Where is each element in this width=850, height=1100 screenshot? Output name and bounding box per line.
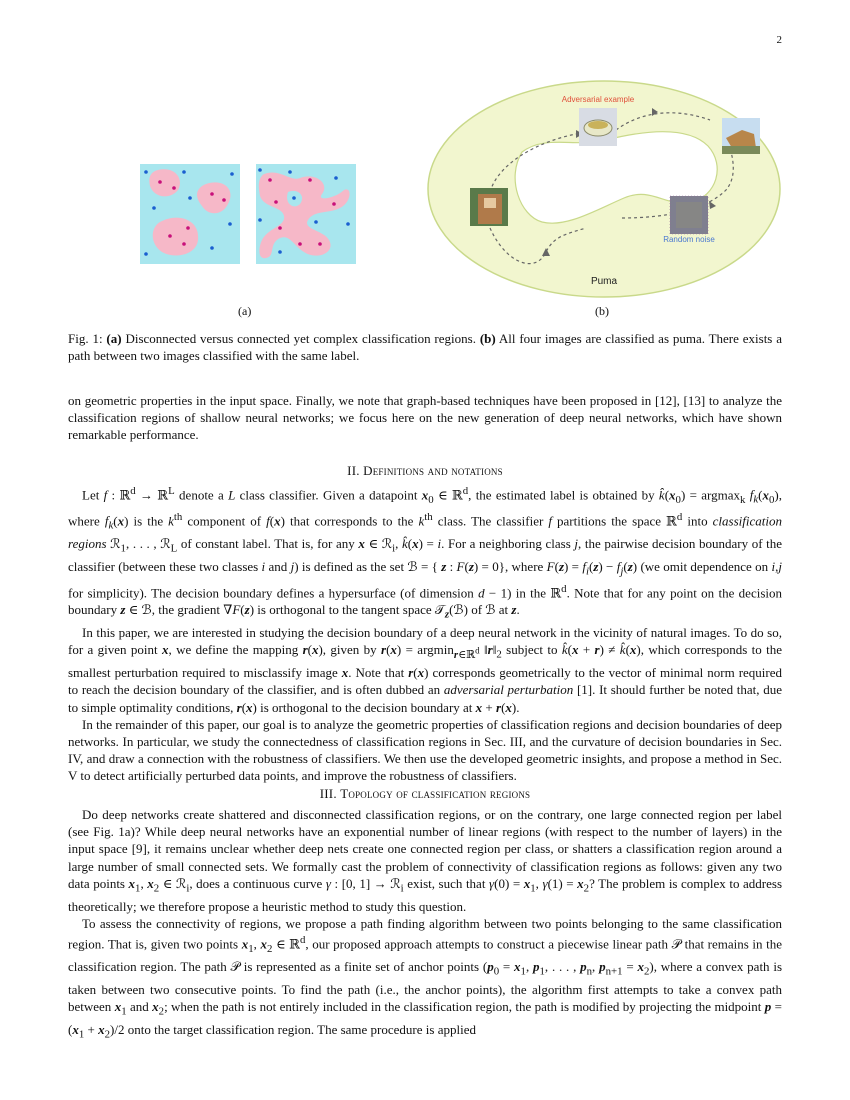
section-2-body bbox=[68, 483, 782, 785]
caption-b-tag: (b) bbox=[479, 331, 496, 346]
figure-1a-diagram bbox=[140, 164, 356, 264]
subfigure-a-label: (a) bbox=[238, 304, 252, 318]
paragraph: To assess the connectivity of regions, we propose a path finding algorithm between two points belonging to the same classification region. That is, given two points $x_1$, $x_2$ ∈ ℝ$^d$, our proposed approach attempts to construct a piecewise linear path 𝒫 that remains in the classification region. The path 𝒫 is represented as a finite set of anchor points ($p_0 = x_1$, $p_1$, . . . , $p_n$, $p_{n+1} = x_2$), where a convex path is taken between two consecutive points. To find the path (i.e., the anchor points), the algorithm first attempts to take a convex path between $x_1$ and $x_2$; when the path is not entirely included in the classification region, the path is modified by projecting the midpoint $p = (x_1 + x_2)/2$ onto the target classification region. The same procedure is applied bbox=[68, 915, 783, 1041]
figure-1b-diagram bbox=[426, 78, 782, 300]
figure-1 bbox=[68, 78, 782, 323]
paragraph: Do deep networks create shattered and disconnected classification regions, or on the contrary, one large connected region per label (see Fig. 1a)? While deep neural networks have an exponential number of linear regions (with respect to the number of layers) in the input space [9], it remains unclear whether deep nets create one connected region per class, or shatters a classification region around a large number of small connected sets. We formally cast the problem of connectivity of classification regions as follows: given any two data points $x_1$, $x_2$ ∈ ℛ$_i$, does a continuous curve γ : [0, 1] → ℛ$_i$ exist, such that $\gamma(0) = x_1$, $\gamma(1) = x_2$? The problem is complex to address theoretically; we therefore propose a heuristic method to study this question. bbox=[68, 807, 783, 914]
region-blob bbox=[153, 218, 198, 256]
puma-image-left bbox=[470, 188, 508, 226]
section-3-heading: III. Topology of classification regions bbox=[319, 786, 531, 801]
figure-caption: Fig. 1: (a) Disconnected versus connected yet complex classification regions. (b) All four images are classified as puma. There exists a path between two images classified with the same label. bbox=[68, 331, 782, 363]
page-number: 2 bbox=[776, 34, 782, 46]
section-2-heading: II. Definitions and notations bbox=[347, 463, 503, 478]
caption-b-text: All four images are classified as puma. There exists a path between two images classified with the same label. bbox=[68, 331, 782, 363]
paragraph: In the remainder of this paper, our goal is to analyze the geometric properties of classification regions and decision boundaries of deep networks. In particular, we study the connectedness of classification regions in Sec. III, and the curvature of decision boundaries in Sec. IV, and draw a connection with the robustness of classifiers. We then use the developed geometric insights, and propose a method in Sec. V to detect artificially perturbed data points, and improve the robustness of classifiers. bbox=[68, 716, 782, 784]
paragraph: Let f : ℝ$^d$ → ℝ$^L$ denote a L class classifier. Given a datapoint $x_0$ ∈ ℝ$^d$, the estimated label is obtained by $k̂(x_0) = argmax_k$ $f_k(x_0)$, where $f_k(x)$ is the $k^{th}$ component of f(x) that corresponds to the $k^{th}$ class. The classifier f partitions the space ℝ$^d$ into classification regions ℛ$_1$, . . . , ℛ$_L$ of constant label. That is, for any x ∈ ℛ$_i$, k̂(x) = i. For a neighboring class j, the pairwise decision boundary of the classifier (between these two classes i and j) is defined as the set ℬ = { z : F(z) = 0}, where $F(z) = f_i(z) - f_j(z)$ (we omit dependence on i,j for simplicity). The decision boundary defines a hypersurface (of dimension d − 1) in the ℝ$^d$. Note that for any point on the decision boundary z ∈ ℬ, the gradient ∇F(z) is orthogonal to the tangent space 𝒯$_z$(ℬ) of ℬ at z. bbox=[68, 485, 783, 621]
adversarial-teacup-image bbox=[579, 108, 617, 146]
random-noise-image bbox=[670, 196, 708, 234]
puma-class-label: Puma bbox=[590, 276, 618, 287]
caption-a-tag: (a) bbox=[106, 331, 122, 346]
section-3-body bbox=[68, 806, 782, 1044]
paragraph: In this paper, we are interested in studying the decision boundary of a deep neural network in the vicinity of natural images. To do so, for a given point x, we define the mapping r(x), given by r(x) = argmin$_{r\in ℝ^d}$ $‖r‖_2$ subject to k̂(x + r) ≠ k̂(x), which corresponds to the smallest perturbation required to misclassify image x. Note that r(x) corresponds geometrically to the vector of minimal norm required to reach the decision boundary of the classifier, and is often dubbed an adversarial perturbation [1]. It should further be noted that, due to simple optimality conditions, r(x) is orthogonal to the decision boundary at x + r(x). bbox=[68, 625, 783, 715]
adversarial-example-label: Adversarial example bbox=[561, 95, 635, 104]
subfigure-b-label: (b) bbox=[595, 304, 609, 318]
caption-a-text: Disconnected versus connected yet complex classification regions. bbox=[125, 331, 476, 346]
puma-image-top-right bbox=[722, 118, 760, 154]
random-noise-label: Random noise bbox=[663, 235, 715, 244]
intro-paragraph: on geometric properties in the input space. Finally, we note that graph-based techniques have been proposed in [12], [13] to analyze the classification regions of shallow neural networks; we focus here on the new generation of deep neural networks, which have shown remarkable performance. bbox=[68, 393, 782, 443]
